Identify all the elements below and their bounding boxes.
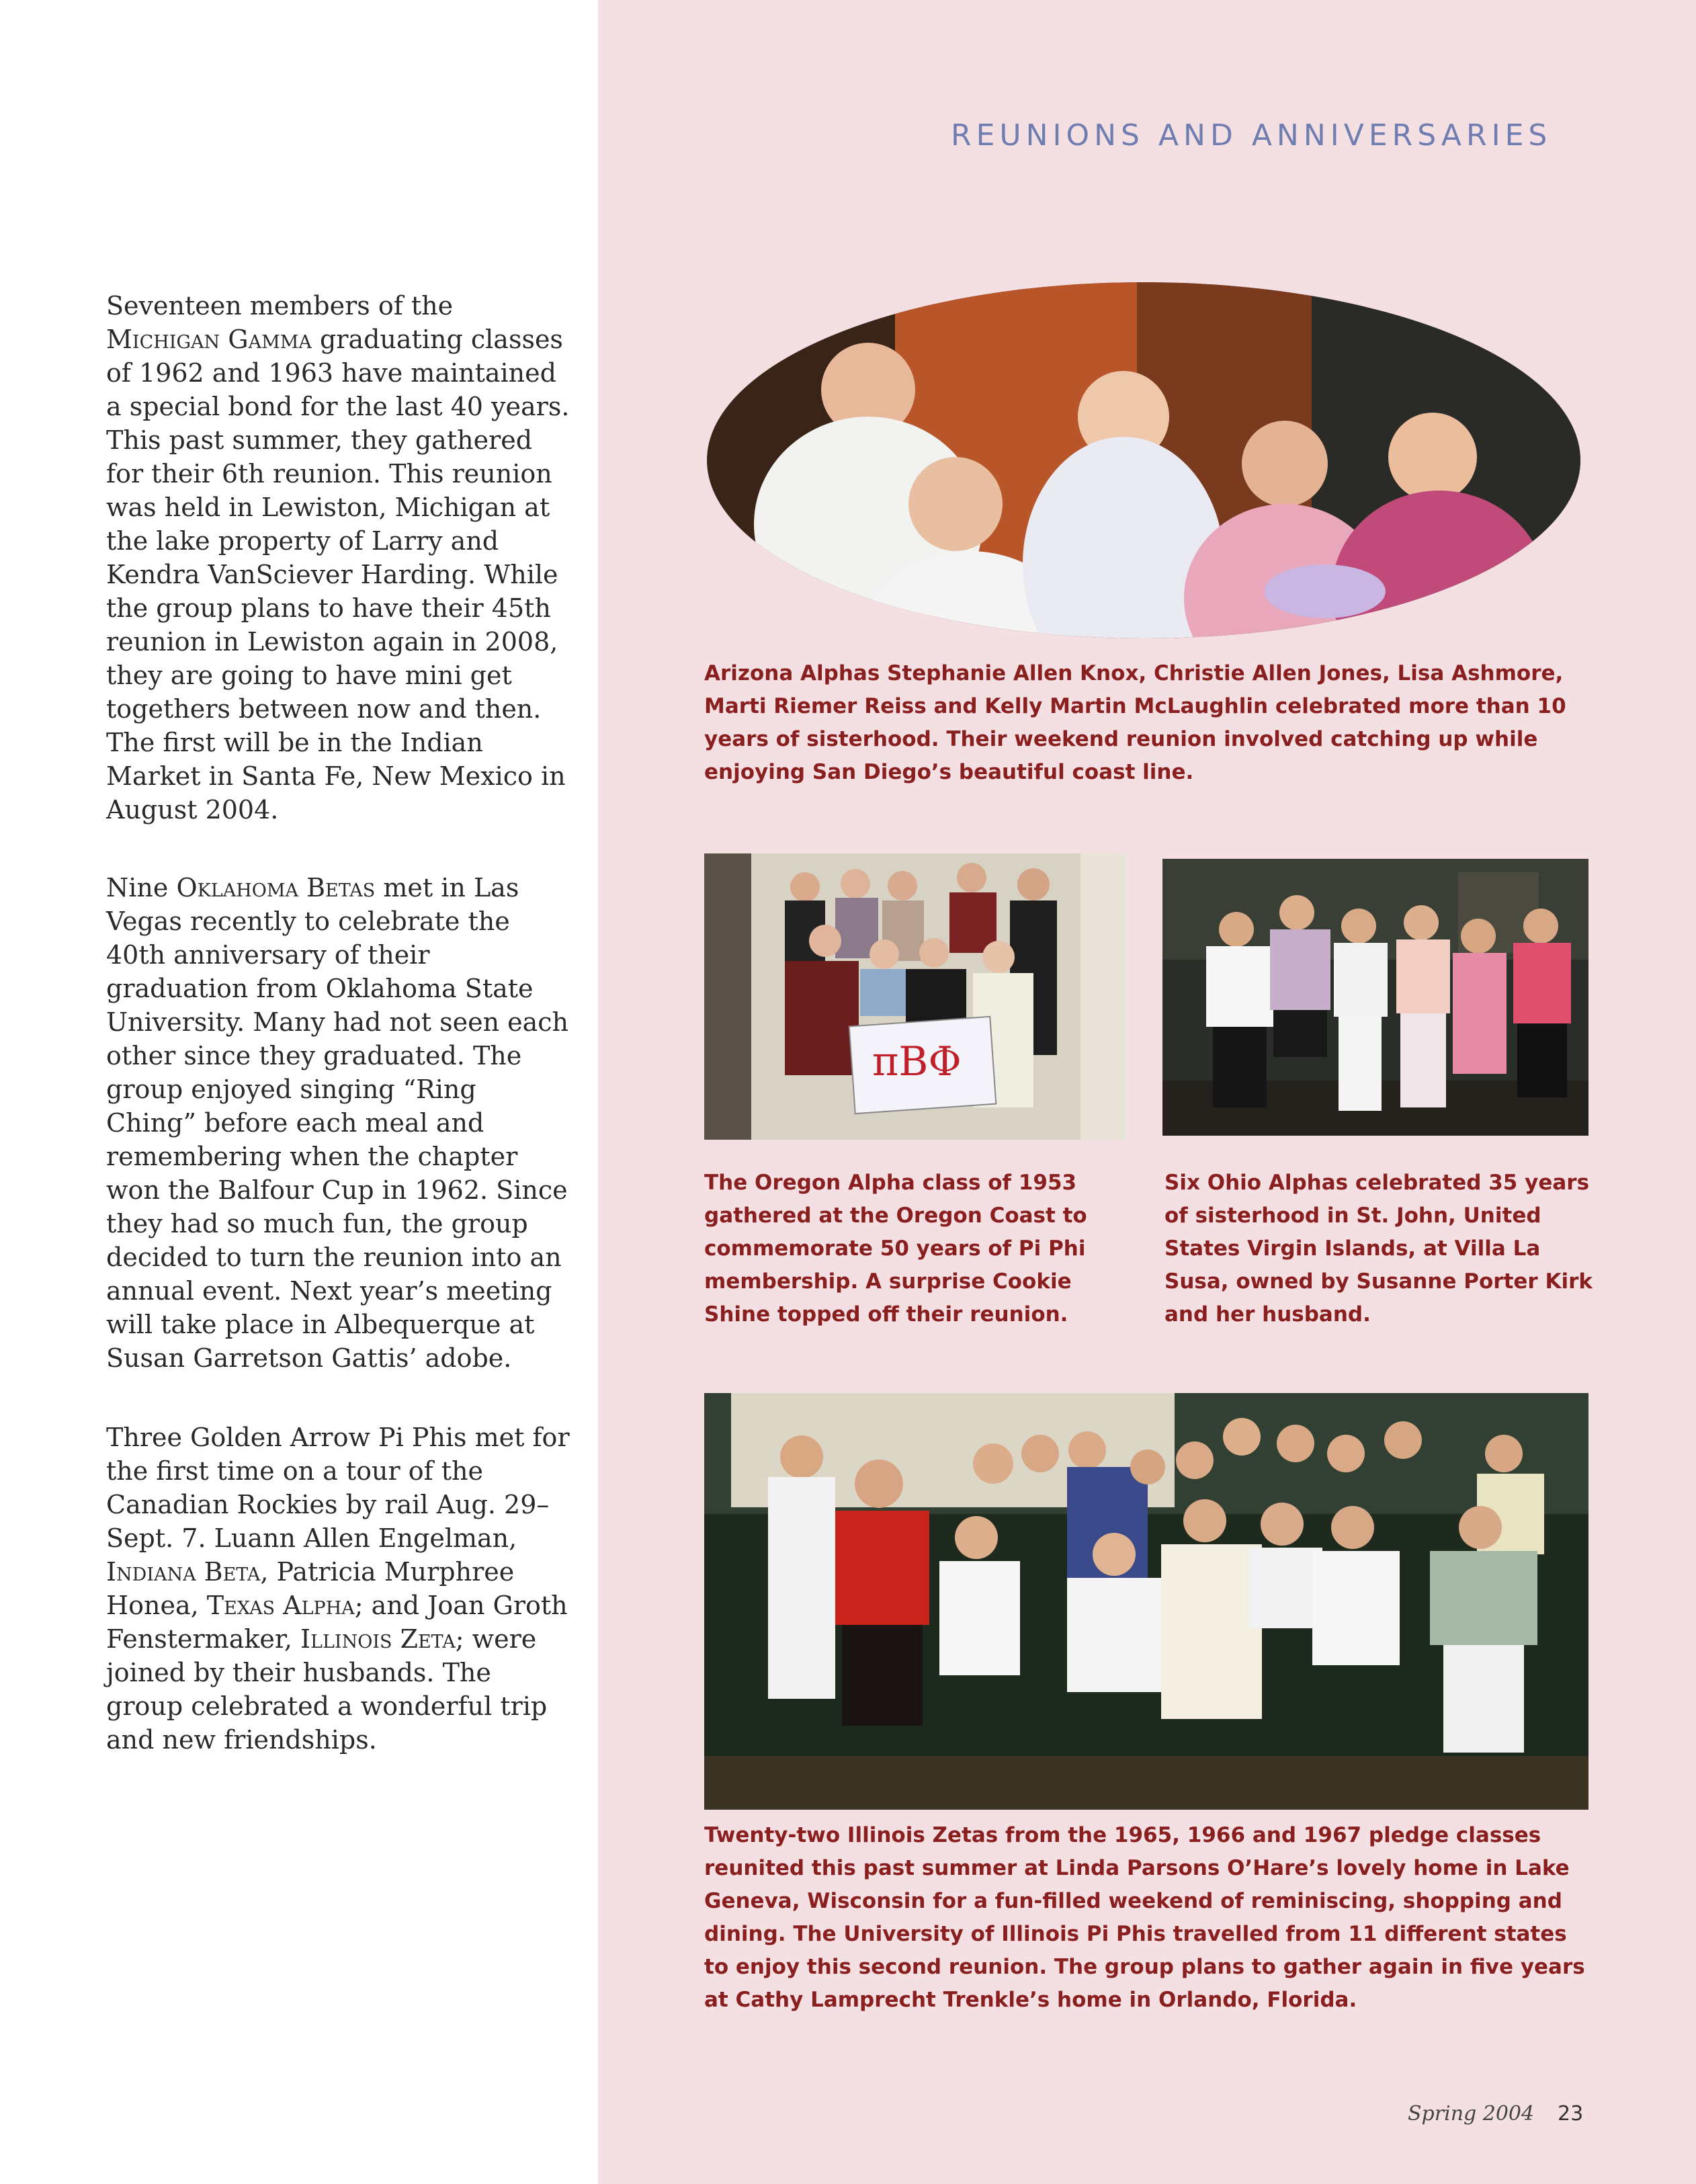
section-title: REUNIONS AND ANNIVERSARIES [951,118,1552,153]
article-text: ; and Joan Groth Fenstermaker, [106,1591,568,1654]
article-text: met in Las Vegas recently to celebrate the 40th anniversary of their graduation from Oklahoma State University. Many had not seen each other since they graduated. The group enjoyed singing “Ring Ching” before each meal and remembering when the chapter won the Balfour Cup in 1962. Since they had so much fun, the group decided to turn the reunion into an annual event. Next year’s meeting will take place in Albequerque at Susan Garretson Gattis’ adobe. [106,873,569,1373]
chapter-name: Indiana Beta [106,1557,261,1587]
chapter-name: Michigan Gamma [106,325,312,354]
article-text: Seventeen members of the [106,291,454,321]
photo-illinois-zetas [704,1393,1588,1810]
banner-greek-letters: πBΦ [872,1038,962,1085]
article-text: Three Golden Arrow Pi Phis met for the first time on a tour of the Canadian Rockies by rail Aug. 29–Sept. 7. Luann Allen Engelman, [106,1423,570,1553]
article-text: , Patricia Murphree Honea, [106,1557,515,1620]
caption-arizona: Arizona Alphas Stephanie Allen Knox, Christie Allen Jones, Lisa Ashmore, Marti Riemer Reiss and Kelly Martin McLaughlin celebrated more than 10 years of sisterhood. Their weekend reunion involved catching up while enjoying San Diego’s beautiful coast line. [704,661,1566,784]
article-oklahoma-beta [106,871,570,1375]
article-michigan-gamma [106,289,570,827]
article-text: ; were joined by their husbands. The group celebrated a wonderful trip and new friendships. [106,1624,548,1755]
article-text: graduating classes of 1962 and 1963 have maintained a special bond for the last 40 years. This past summer, they gathered for their 6th reunion. This reunion was held in Lewiston, Michigan at the lake property of Larry and Kendra VanSciever Harding. While the group plans to have their 45th reunion in Lewiston again in 2008, they are going to have mini get togethers between now and then. The first will be in the Indian Market in Santa Fe, New Mexico in August 2004. [106,325,570,825]
caption-oregon: The Oregon Alpha class of 1953 gathered at the Oregon Coast to commemorate 50 years of Pi Phi membership. A surprise Cookie Shine topped off their reunion. [704,1171,1087,1327]
photo-ohio-alphas [1162,859,1588,1136]
chapter-name: Texas Alpha [206,1591,355,1620]
page-number: 23 [1558,2102,1584,2126]
article-golden-arrow [106,1421,570,1757]
chapter-name: Illinois Zeta [300,1624,456,1654]
article-text: Nine [106,873,177,902]
caption-ohio: Six Ohio Alphas celebrated 35 years of sisterhood in St. John, United States Virgin Islands, at Villa La Susa, owned by Susanne Porter Kirk and her husband. [1164,1171,1593,1327]
issue-label: Spring 2004 [1408,2102,1535,2126]
chapter-name: Oklahoma Betas [176,873,376,902]
caption-illinois: Twenty-two Illinois Zetas from the 1965, 1966 and 1967 pledge classes reunited this past summer at Linda Parsons O’Hare’s lovely home in Lake Geneva, Wisconsin for a fun-filled weekend of reminiscing, shopping and dining. The University of Illinois Pi Phis travelled from 11 different states to enjoy this second reunion. The group plans to gather again in five years at Cathy Lamprecht Trenkle’s home in Orlando, Florida. [704,1823,1585,2012]
photo-arizona-alphas [707,282,1580,638]
photo-oregon-alpha [704,853,1126,1140]
